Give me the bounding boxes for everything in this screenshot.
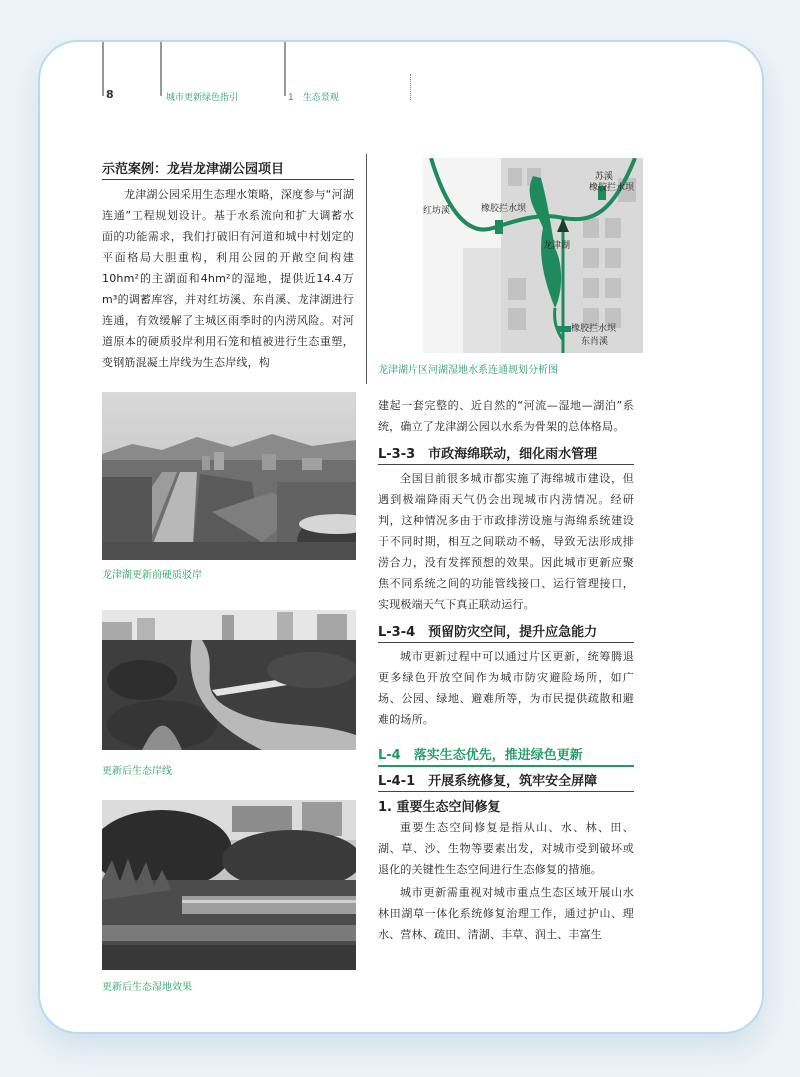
subsection-1-paragraph-1: 重要生态空间修复是指从山、水、林、田、湖、草、沙、生物等要素出发，对城市受到破坏或退化的关键性生态空间进行生态修复的措施。 <box>378 821 634 876</box>
label-dongxiao: 东肖溪 <box>581 337 609 347</box>
section-l333-paragraph: 全国目前很多城市都实施了海绵城市建设，但遇到极端降雨天气仍会出现城市内涝情况。经研判，这种情况多由于市政排涝设施与海绵系统建设于不同时期，相互之间联动不畅，导致无法形成排涝合力，没有发挥预想的效果。因此城市更新应聚焦不同系统之间的功能管线接口、运行管理接口，实现极端天气下真正联动运行。 <box>378 472 634 611</box>
page-frame <box>38 40 764 1034</box>
subsection-1-paragraph-2: 城市更新需重视对城市重点生态区域开展山水林田湖草一体化系统修复治理工作，通过护山、理水、营林、疏田、清湖、丰草、润土、丰富生 <box>378 886 634 941</box>
photo1-caption: 龙津湖更新前硬质驳岸 <box>102 570 202 581</box>
photo3-caption: 更新后生态湿地效果 <box>102 982 192 993</box>
photo-wetland-effect <box>102 800 356 970</box>
chapter-title: 1 生态景观 <box>288 93 339 103</box>
subsection-1-title: 1. 重要生态空间修复 <box>378 800 501 815</box>
label-dam-top: 橡胶拦水坝 <box>589 183 635 193</box>
label-dam-bottom: 橡胶拦水坝 <box>571 324 617 334</box>
section-l4-title: L-4 落实生态优先，推进绿色更新 <box>378 744 634 767</box>
case-paragraph: 龙津湖公园采用生态理水策略，深度参与“河湖连通”工程规划设计。基于水系流向和扩大调蓄水面的功能需求，我们打破旧有河道和城中村划定的平面格局大胆重构，利用公园的开敞空间构建10hm²的主湖面和4hm²的湿地，提供近14.4万m³的调蓄库容，并对红坊溪、东肖溪、龙津湖进行连通，有效缓解了主城区雨季时的内涝风险。对河道原本的硬质驳岸利用石笼和植被进行生态重塑，变钢筋混凝土岸线为生态岸线，构 <box>102 188 354 369</box>
photo-ecological-shoreline <box>102 610 356 750</box>
label-longjin-lake: 龙津湖 <box>543 241 571 251</box>
header-rule-left <box>102 42 104 96</box>
map-caption: 龙津湖片区河湖湿地水系连通规划分析图 <box>378 365 558 376</box>
photo2-caption: 更新后生态岸线 <box>102 766 172 777</box>
header-rule-mid <box>160 42 162 96</box>
column-divider <box>366 154 367 384</box>
section-l334-paragraph: 城市更新过程中可以通过片区更新，统筹腾退更多绿色开放空间作为城市防灾避险场所，如广场、公园、绿地、避难所等，为市民提供疏散和避难的场所。 <box>378 650 634 726</box>
case-title: 示范案例：龙岩龙津湖公园项目 <box>102 158 354 180</box>
book-title: 城市更新绿色指引 <box>166 93 239 103</box>
section-l334-title: L-3-4 预留防灾空间，提升应急能力 <box>378 621 634 643</box>
label-hongfang: 红坊溪 <box>423 206 451 216</box>
photo-hard-embankment <box>102 392 356 560</box>
header-dotted-rule <box>410 74 411 100</box>
continued-paragraph: 建起一套完整的、近自然的“河流—湿地—湖泊”系统，确立了龙津湖公园以水系为骨架的总体格局。 <box>378 399 634 433</box>
page-number: 8 <box>106 88 114 101</box>
water-system-map <box>423 158 643 353</box>
header-rule-right <box>284 42 286 96</box>
section-l41-title: L-4-1 开展系统修复，筑牢安全屏障 <box>378 770 634 792</box>
label-dam-mid: 橡胶拦水坝 <box>481 204 527 214</box>
section-l333-title: L-3-3 市政海绵联动，细化雨水管理 <box>378 443 634 465</box>
label-suxi: 苏溪 <box>595 172 614 182</box>
case-study-block <box>102 158 354 373</box>
right-text-column <box>378 395 634 945</box>
